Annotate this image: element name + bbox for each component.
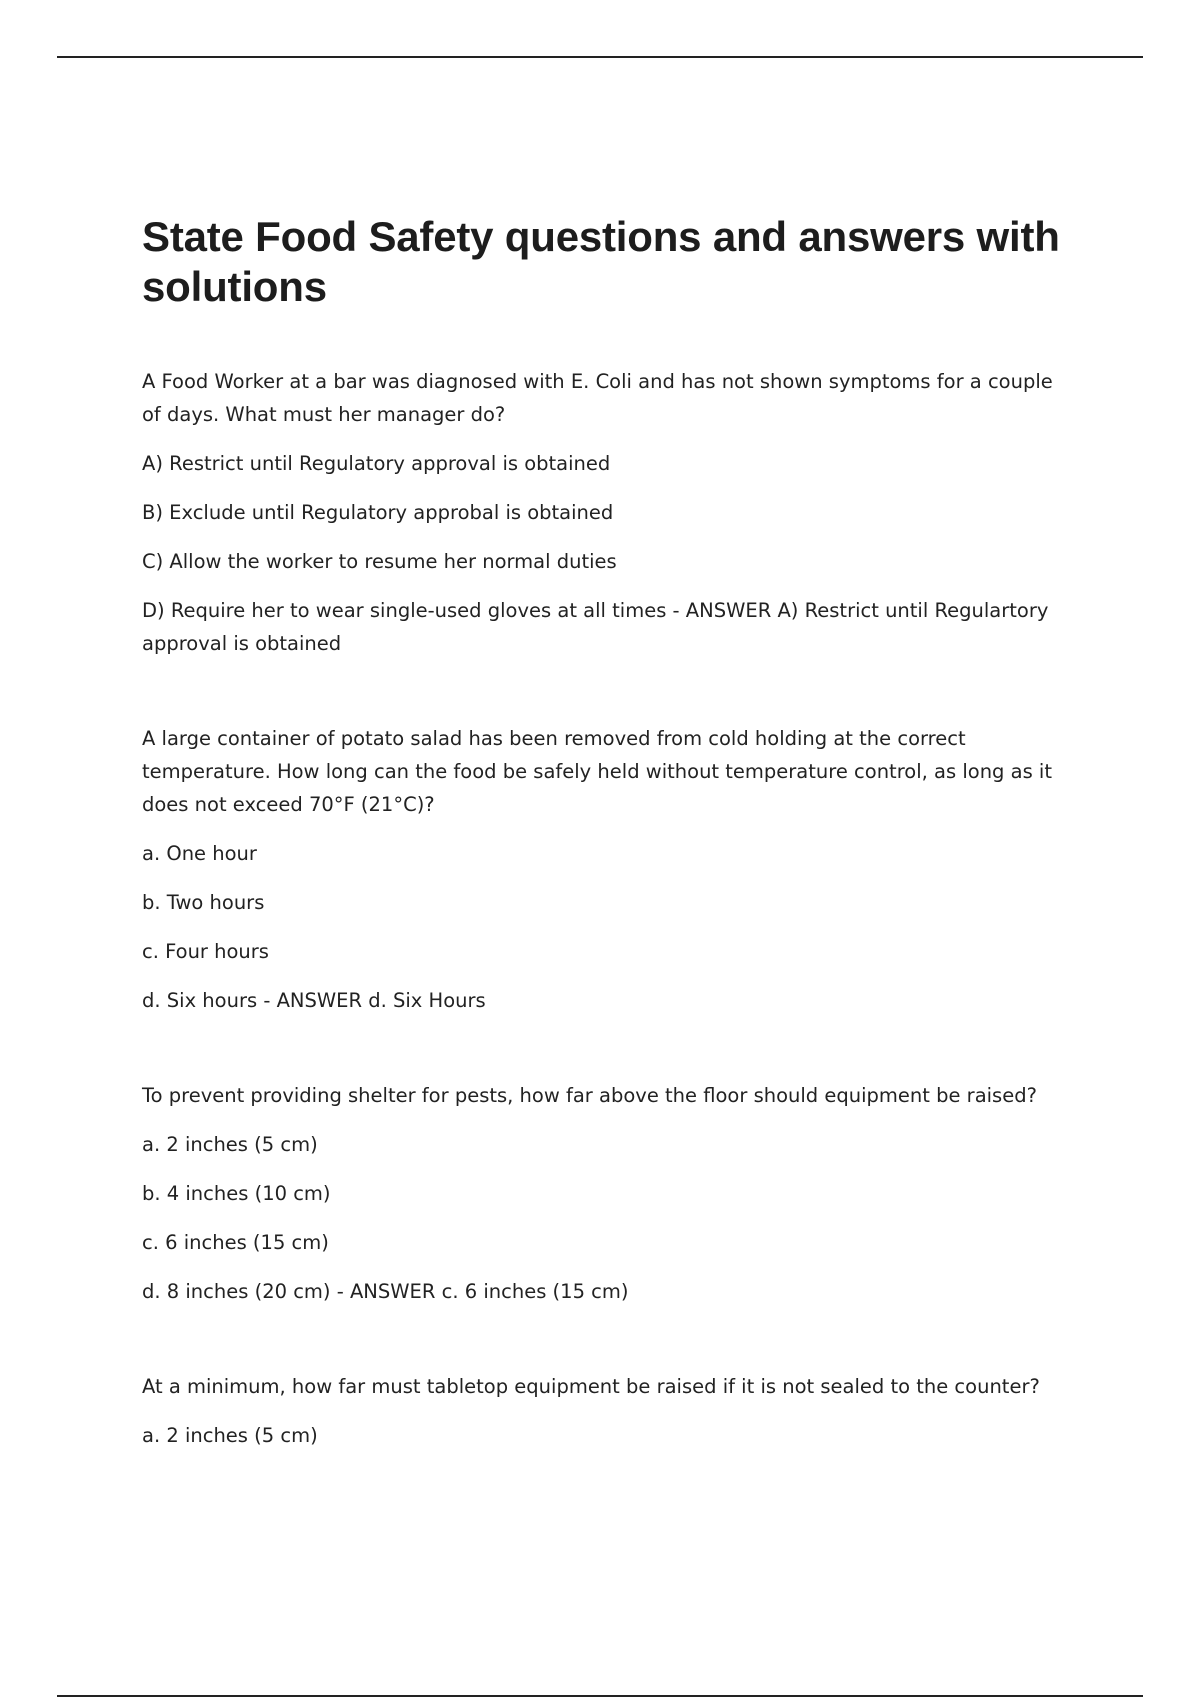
- question-text: A Food Worker at a bar was diagnosed with E. Coli and has not shown symptoms for a couple of days. What must her manager do?: [142, 370, 1053, 426]
- question-text: At a minimum, how far must tabletop equipment be raised if it is not sealed to the counter?: [142, 1375, 1040, 1398]
- header-rule: [57, 56, 1143, 58]
- question-block-4: [142, 1370, 1072, 1452]
- answer-option: a. 2 inches (5 cm): [142, 1424, 318, 1447]
- answer-option: B) Exclude until Regulatory approbal is obtained: [142, 501, 614, 524]
- answer-option: a. 2 inches (5 cm): [142, 1133, 318, 1156]
- answer-option: d. 8 inches (20 cm) - ANSWER c. 6 inches (15 cm): [142, 1280, 629, 1303]
- answer-option: a. One hour: [142, 842, 257, 865]
- question-text: To prevent providing shelter for pests, how far above the floor should equipment be raised?: [142, 1084, 1037, 1107]
- question-text: A large container of potato salad has been removed from cold holding at the correct temperature. How long can the food be safely held without temperature control, as long as it does not exceed 70°F (21°C)?: [142, 727, 1052, 816]
- answer-option: b. Two hours: [142, 891, 265, 914]
- answer-option: c. 6 inches (15 cm): [142, 1231, 329, 1254]
- answer-option: C) Allow the worker to resume her normal duties: [142, 550, 617, 573]
- document-title: State Food Safety questions and answers with solutions: [142, 213, 1060, 310]
- question-list: [142, 365, 1072, 1452]
- footer-rule: [57, 1695, 1143, 1697]
- question-block-2: [142, 722, 1072, 1017]
- answer-option: c. Four hours: [142, 940, 269, 963]
- answer-option: A) Restrict until Regulatory approval is obtained: [142, 452, 611, 475]
- question-block-3: [142, 1079, 1072, 1308]
- answer-option: D) Require her to wear single-used gloves at all times - ANSWER A) Restrict until Regulartory approval is obtained: [142, 599, 1049, 655]
- answer-option: b. 4 inches (10 cm): [142, 1182, 331, 1205]
- answer-option: d. Six hours - ANSWER d. Six Hours: [142, 989, 486, 1012]
- document-body: [142, 212, 1072, 1452]
- question-block-1: [142, 365, 1072, 660]
